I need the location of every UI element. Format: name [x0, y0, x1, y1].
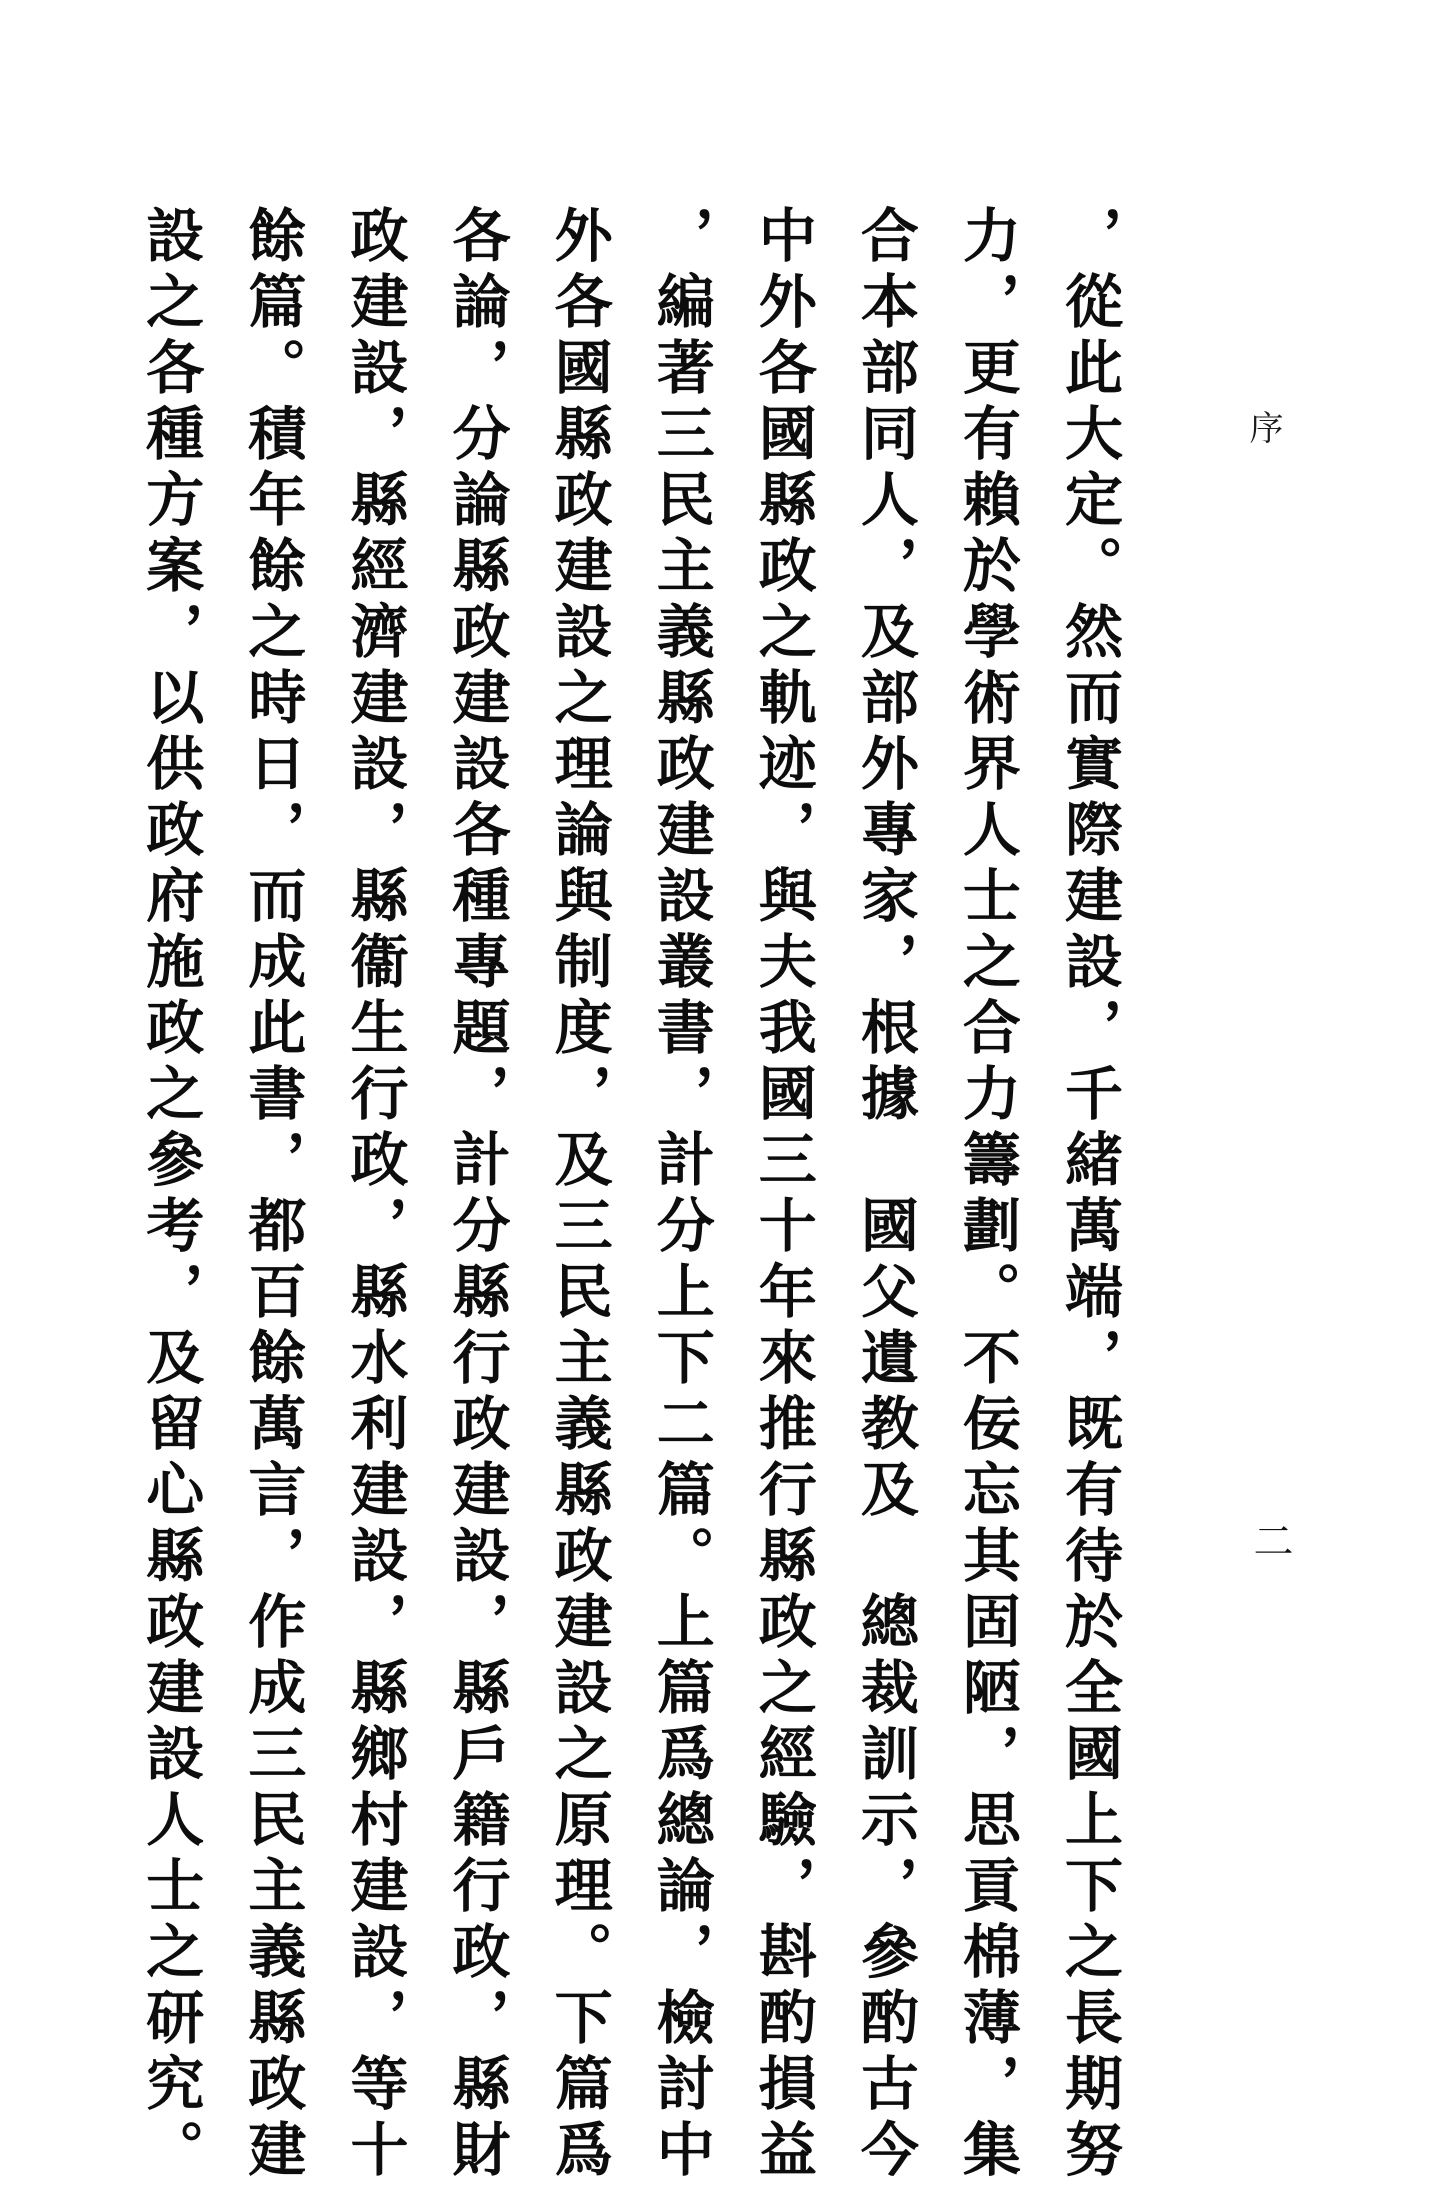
- text-line: 合本部同人，及部外專家，根據 國父遺教及 總裁訓示，參酌古今: [850, 205, 919, 2185]
- text-line: 政建設，縣經濟建設，縣衞生行政，縣水利建設，縣鄉村建設，等十: [340, 205, 409, 2185]
- text-line: ，從此大定。然而實際建設，千緒萬端，既有待於全國上下之長期努: [1055, 205, 1123, 2185]
- body-text: [136, 205, 1140, 2185]
- text-line: 設之各種方案，以供政府施政之參考，及留心縣政建設人士之研究。: [136, 205, 205, 2185]
- text-line: 力，更有賴於學術界人士之合力籌劃。不佞忘其固陋，思貢棉薄，集: [952, 205, 1021, 2185]
- text-line: ，編著三民主義縣政建設叢書，計分上下二篇。上篇爲總論，檢討中: [646, 205, 715, 2185]
- running-head: 序: [1243, 410, 1283, 446]
- page-number: 二: [1247, 1520, 1293, 1560]
- text-line: 各論，分論縣政建設各種專題，計分縣行政建設，縣戶籍行政，縣財: [442, 205, 511, 2185]
- text-line: 外各國縣政建設之理論與制度，及三民主義縣政建設之原理。下篇爲: [544, 205, 613, 2185]
- text-line: 中外各國縣政之軌迹，與夫我國三十年來推行縣政之經驗，斟酌損益: [748, 205, 817, 2185]
- text-line: 餘篇。積年餘之時日，而成此書，都百餘萬言，作成三民主義縣政建: [238, 205, 307, 2185]
